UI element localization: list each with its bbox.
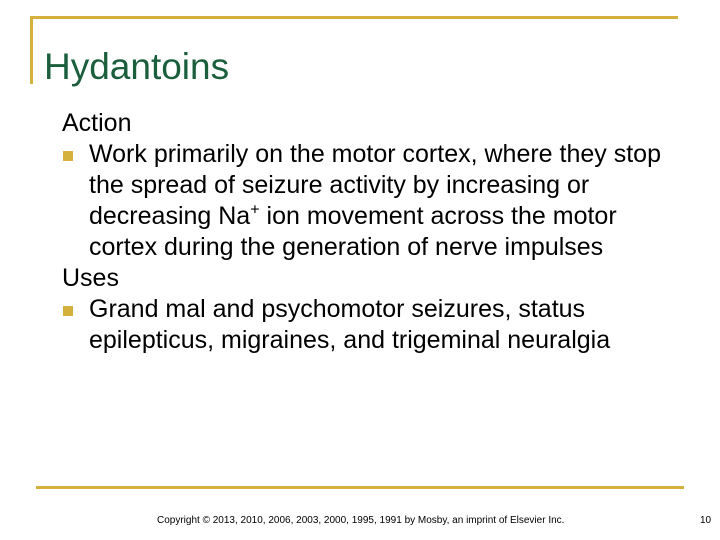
bullet-text-action-part2: ion movement across the motor cortex during the generation of nerve impulses <box>89 202 617 261</box>
slide-title: Hydantoins <box>44 46 230 87</box>
square-bullet-icon <box>63 306 73 316</box>
footer-rule <box>36 486 684 489</box>
title-frame-top-rule <box>30 16 678 19</box>
section-heading-uses: Uses <box>62 264 119 292</box>
copyright-notice: Copyright © 2013, 2010, 2006, 2003, 2000, 1995, 1991 by Mosby, an imprint of Elsevier Inc. <box>157 515 565 526</box>
title-frame-left-rule <box>30 16 33 84</box>
page-number: 10 <box>700 515 712 526</box>
bullet-item-action <box>62 139 662 263</box>
bullet-text-uses: Grand mal and psychomotor seizures, status epilepticus, migraines, and trigeminal neuralgia <box>89 295 611 354</box>
sodium-charge-superscript: + <box>250 201 260 219</box>
bullet-text-action-part1: Work primarily on the motor cortex, where they stop the spread of seizure activity by increasing or decreasing Na <box>89 140 661 230</box>
bullet-item-uses <box>62 294 662 356</box>
square-bullet-icon <box>63 151 73 161</box>
section-heading-action: Action <box>62 109 132 137</box>
slide-body <box>62 108 662 356</box>
